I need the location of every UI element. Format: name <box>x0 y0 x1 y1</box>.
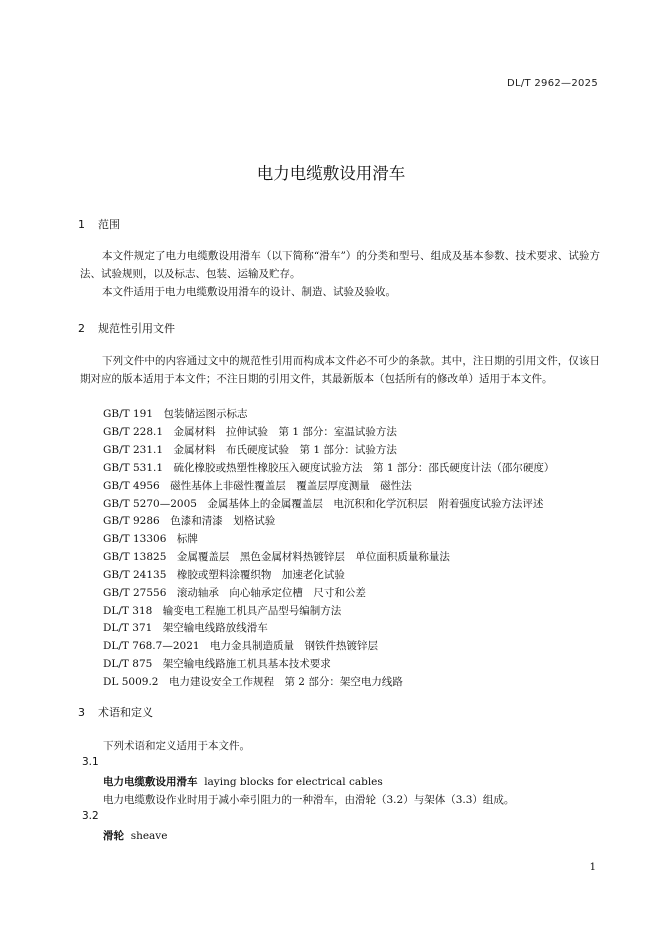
term-definition-3-1: 电力电缆敷设作业时用于减小牵引阻力的一种滑车，由滑轮（3.2）与架体（3.3）组成。 <box>103 794 515 806</box>
section-title: 范围 <box>98 218 120 231</box>
section-number: 1 <box>78 218 85 231</box>
reference-item: GB/T 5270—2005 金属基体上的金属覆盖层 电沉积和化学沉积层 附着强度试验方法评述 <box>103 498 544 510</box>
reference-item: GB/T 13825 金属覆盖层 黑色金属材料热镀锌层 单位面积质量称量法 <box>103 551 450 563</box>
reference-item: GB/T 13306 标牌 <box>103 533 198 545</box>
reference-item: DL/T 875 架空输电线路施工机具基本技术要求 <box>103 658 331 670</box>
term-zh: 滑轮 <box>103 830 124 842</box>
reference-item: DL/T 768.7—2021 电力金具制造质量 钢铁件热镀锌层 <box>103 640 379 652</box>
reference-item: GB/T 4956 磁性基体上非磁性覆盖层 覆盖层厚度测量 磁性法 <box>103 480 412 492</box>
reference-item: GB/T 27556 滚动轴承 向心轴承定位槽 尺寸和公差 <box>103 587 366 599</box>
references-intro: 下列文件中的内容通过文中的规范性引用而构成本文件必不可少的条款。其中，注日期的引用文件，仅该日期对应的版本适用于本文件；不注日期的引用文件，其最新版本（包括所有的修改单）适用于本文件。 <box>80 355 600 385</box>
clause-number-3-1: 3.1 <box>82 756 99 768</box>
term-en: laying blocks for electrical cables <box>204 776 383 788</box>
section-number: 2 <box>78 322 85 335</box>
reference-item: GB/T 9286 色漆和清漆 划格试验 <box>103 515 276 527</box>
document-title: 电力电缆敷设用滑车 <box>256 164 406 183</box>
clause-number-3-2: 3.2 <box>82 810 99 822</box>
reference-item: GB/T 228.1 金属材料 拉伸试验 第 1 部分：室温试验方法 <box>103 426 397 438</box>
page-number: 1 <box>589 862 596 873</box>
reference-item: GB/T 24135 橡胶或塑料涂覆织物 加速老化试验 <box>103 569 345 581</box>
reference-item: DL 5009.2 电力建设安全工作规程 第 2 部分：架空电力线路 <box>103 676 403 688</box>
reference-item: GB/T 531.1 硫化橡胶或热塑性橡胶压入硬度试验方法 第 1 部分：邵氏硬度计法（邵尔硬度） <box>103 462 555 474</box>
section-number: 3 <box>78 706 85 719</box>
reference-item: GB/T 191 包装储运图示标志 <box>103 408 248 420</box>
document-code: DL/T 2962—2025 <box>506 78 598 89</box>
term-zh: 电力电缆敷设用滑车 <box>103 776 198 788</box>
reference-item: GB/T 231.1 金属材料 布氏硬度试验 第 1 部分：试验方法 <box>103 444 397 456</box>
scope-paragraph-2: 本文件适用于电力电缆敷设用滑车的设计、制造、试验及验收。 <box>102 286 396 298</box>
term-entry-3-1 <box>103 774 383 789</box>
terms-intro: 下列术语和定义适用于本文件。 <box>103 740 250 752</box>
reference-item: DL/T 318 输变电工程施工机具产品型号编制方法 <box>103 605 342 617</box>
section-3-heading <box>78 704 153 720</box>
reference-item: DL/T 371 架空输电线路放线滑车 <box>103 622 268 634</box>
term-en: sheave <box>130 830 168 842</box>
scope-paragraph-1: 本文件规定了电力电缆敷设用滑车（以下简称“滑车”）的分类和型号、组成及基本参数、技术要求、试验方法、试验规则，以及标志、包装、运输及贮存。 <box>80 250 600 280</box>
section-title: 规范性引用文件 <box>98 322 175 335</box>
section-2-heading <box>78 320 175 336</box>
section-title: 术语和定义 <box>98 706 153 719</box>
term-entry-3-2 <box>103 828 167 843</box>
section-1-heading <box>78 216 120 232</box>
